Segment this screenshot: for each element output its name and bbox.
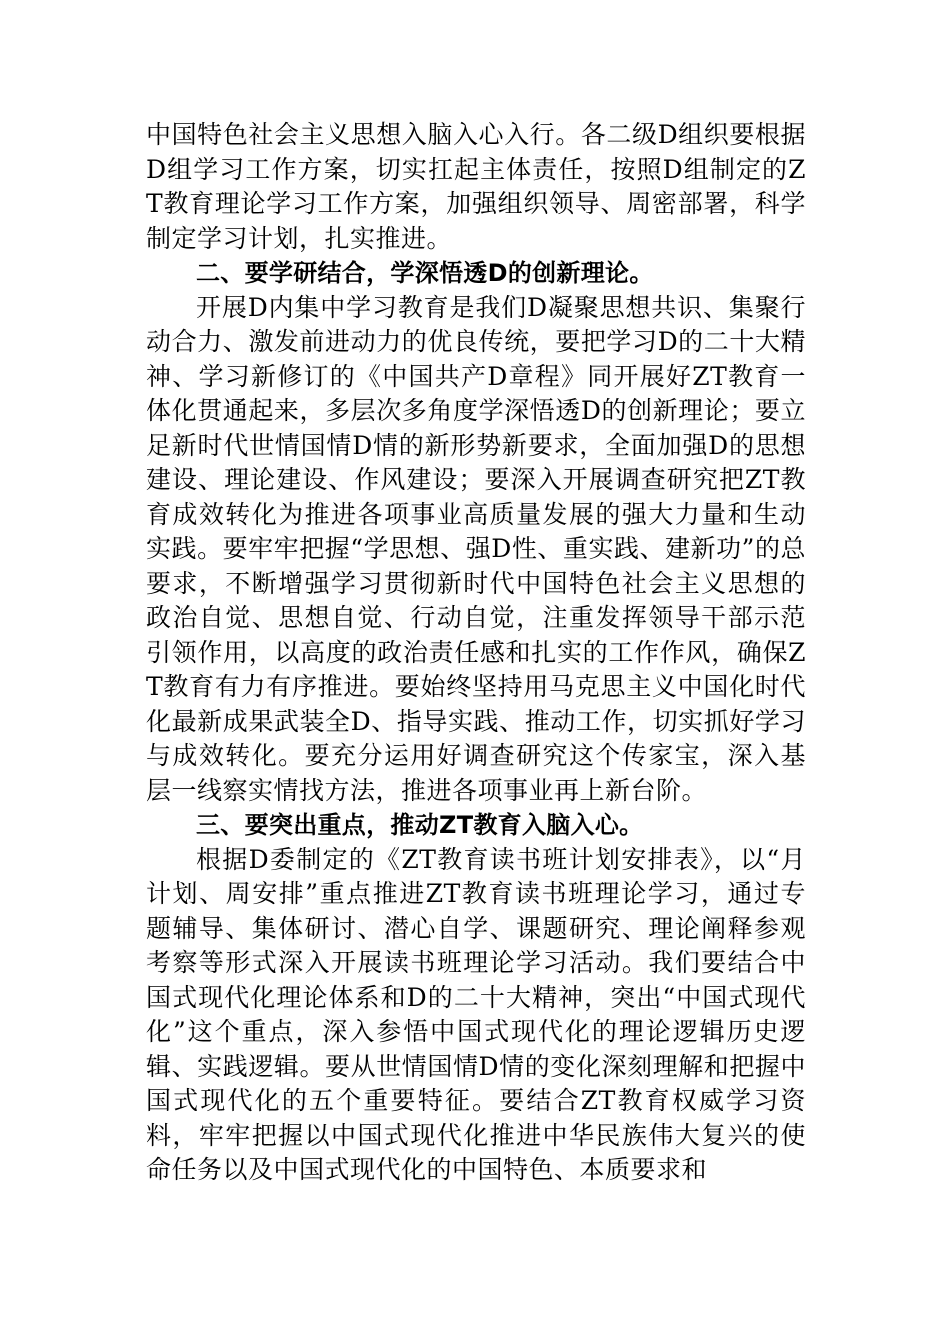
body-paragraph-1: 中国特色社会主义思想入脑入心入行。各二级D组织要根据D组学习工作方案，切实扛起主体责任，按照D组制定的ZT教育理论学习工作方案，加强组织领导、周密部署，科学制定学习计划，扎实推进。: [146, 120, 806, 253]
body-paragraph-3: 根据D委制定的《ZT教育读书班计划安排表》，以“月计划、周安排”重点推进ZT教育读书班理论学习，通过专题辅导、集体研讨、潜心自学、课题研究、理论阐释参观考察等形式深入开展读书班理论学习活动。我们要结合中国式现代化理论体系和D的二十大精神，突出“中国式现代化”这个重点，深入参悟中国式现代化的理论逻辑历史逻辑、实践逻辑。要从世情国情D情的变化深刻理解和把握中国式现代化的五个重要特征。要结合ZT教育权威学习资料，牢牢把握以中国式现代化推进中华民族伟大复兴的使命任务以及中国式现代化的中国特色、本质要求和: [146, 844, 806, 1184]
document-page: [146, 118, 806, 1188]
body-paragraph-2: 开展D内集中学习教育是我们D凝聚思想共识、集聚行动合力、激发前进动力的优良传统，要把学习D的二十大精神、学习新修订的《中国共产D章程》同开展好ZT教育一体化贯通起来，多层次多角度学深悟透D的创新理论；要立足新时代世情国情D情的新形势新要求，全面加强D的思想建设、理论建设、作风建设；要深入开展调查研究把ZT教育成效转化为推进各项事业高质量发展的强大力量和生动实践。要牢牢把握“学思想、强D性、重实践、建新功”的总要求，不断增强学习贯彻新时代中国特色社会主义思想的政治自觉、思想自觉、行动自觉，注重发挥领导干部示范引领作用，以高度的政治责任感和扎实的工作作风，确保ZT教育有力有序推进。要始终坚持用马克思主义中国化时代化最新成果武装全D、指导实践、推动工作，切实抓好学习与成效转化。要充分运用好调查研究这个传家宝，深入基层一线察实情找方法，推进各项事业再上新台阶。: [146, 292, 806, 805]
section-heading-2: 二、要学研结合，学深悟透D的创新理论。: [196, 259, 654, 287]
section-heading-3: 三、要突出重点，推动ZT教育入脑入心。: [196, 811, 644, 839]
